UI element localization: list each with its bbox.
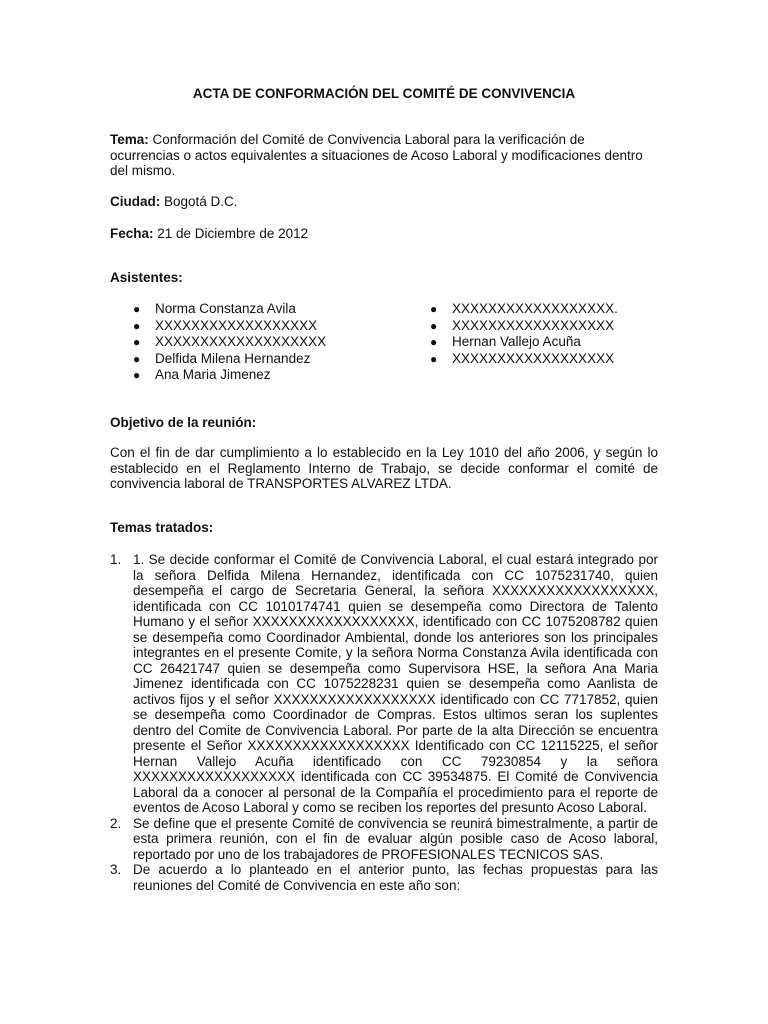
- document-title: ACTA DE CONFORMACIÓN DEL COMITÉ DE CONVIVENCIA: [192, 86, 576, 101]
- attendee-name: Hernan Vallejo Acuña: [452, 334, 581, 349]
- bullet-icon: ●: [430, 302, 438, 316]
- tema-label: Tema:: [110, 132, 149, 147]
- list-item: [110, 552, 658, 816]
- objetivo-paragraph: Con el fin de dar cumplimiento a lo establecido en la Ley 1010 del año 2006, y según lo establecido en el Reglamento Interno de Trabajo, se decide conformar el comité de convivencia laboral de TRANSPORTES ALVAREZ LTDA.: [110, 445, 658, 491]
- bullet-icon: ●: [133, 318, 141, 333]
- bullet-icon: ●: [133, 368, 141, 382]
- fecha-text: 21 de Diciembre de 2012: [153, 226, 309, 241]
- attendee-name: XXXXXXXXXXXXXXXXXXX: [155, 334, 327, 349]
- bullet-icon: ●: [430, 318, 438, 333]
- list-item: [110, 862, 658, 893]
- item-number: 1.: [110, 552, 122, 567]
- bullet-icon: ●: [133, 351, 141, 366]
- list-item: [133, 350, 326, 368]
- attendee-name: Norma Constanza Avila: [155, 301, 296, 316]
- item-number: 3.: [110, 862, 122, 877]
- item-text: 1. Se decide conformar el Comité de Convivencia Laboral, el cual estará integrado por la señora Delfida Milena Hernandez, identificada con CC 1075231740, quien desempeña el cargo de Secretaria General, la señora XXXXXXXXXXXXXXXXXX, identificada con CC 1010174741 quien se desempeña como Directora de Talento Humano y el señor XXXXXXXXXXXXXXXXXX, identificado con CC 1075208782 quien se desempeña como Coordinador Ambiental, donde los anteriores son los principales integrantes en el presente Comite, y la señora Norma Constanza Avila identificada con CC 26421747 quien se desempeña como Supervisora HSE, la señora Ana Maria Jimenez identificada con CC 1075228231 quien se desempeña como Aanlista de activos fijos y el señor XXXXXXXXXXXXXXXXXX identificado con CC 7717852, quien se desempeña como Coordinador de Compras. Estos ultimos seran los suplentes dentro del Comite de Convivencia Laboral. Por parte de la alta Dirección se encuentra presente el Señor XXXXXXXXXXXXXXXXXX Identificado con CC 12115225, el señor Hernan Vallejo Acuña identificado con CC 79230854 y la señora XXXXXXXXXXXXXXXXXX identificada con CC 39534875. El Comité de Convivencia Laboral da a conocer al personal de la Compañía el procedimiento para el reporte de eventos de Acoso Laboral y como se reciben los reportes del presunto Acoso Laboral.: [133, 552, 658, 815]
- bullet-icon: ●: [133, 302, 141, 316]
- item-text: De acuerdo a lo planteado en el anterior punto, las fechas propuestas para las reuniones del Comité de Convivencia en este año son:: [133, 862, 658, 893]
- list-item: [430, 350, 618, 368]
- objetivo-heading: Objetivo de la reunión:: [110, 415, 257, 430]
- item-number: 2.: [110, 815, 122, 831]
- fecha-section: [110, 226, 658, 242]
- temas-heading: Temas tratados:: [110, 520, 214, 535]
- attendee-name: XXXXXXXXXXXXXXXXXX.: [452, 301, 618, 316]
- bullet-icon: ●: [133, 335, 141, 349]
- bullet-icon: ●: [430, 335, 438, 349]
- tema-section: [110, 132, 658, 179]
- item-text: Se define que el presente Comité de convivencia se reunirá bimestralmente, a partir de esta primera reunión, con el fin de evaluar algún posible caso de Acoso laboral, reportado por uno de los trabajadores de PROFESIONALES TECNICOS SAS.: [133, 815, 658, 862]
- attendee-name: XXXXXXXXXXXXXXXXXX: [452, 317, 615, 333]
- list-item: [133, 367, 326, 384]
- asistentes-heading: Asistentes:: [110, 270, 183, 285]
- list-item: [133, 301, 326, 318]
- bullet-icon: ●: [430, 351, 438, 366]
- list-item: [430, 317, 618, 335]
- list-item: [110, 816, 658, 863]
- list-item: [430, 334, 618, 351]
- list-item: [133, 317, 326, 335]
- attendee-name: XXXXXXXXXXXXXXXXXX: [452, 350, 615, 366]
- asistentes-list-right: [430, 301, 618, 367]
- attendee-name: Ana Maria Jimenez: [155, 367, 271, 382]
- tema-text: Conformación del Comité de Convivencia Laboral para la verificación de ocurrencias o actos equivalentes a situaciones de Acoso Laboral y modificaciones dentro del mismo.: [110, 132, 643, 178]
- list-item: [430, 301, 618, 318]
- attendee-name: Delfida Milena Hernandez: [155, 350, 311, 366]
- fecha-label: Fecha:: [110, 226, 154, 241]
- temas-list: [110, 552, 658, 893]
- asistentes-list-left: [133, 301, 327, 384]
- ciudad-section: [110, 194, 658, 210]
- ciudad-text: Bogotá D.C.: [160, 194, 238, 209]
- ciudad-label: Ciudad:: [110, 194, 161, 209]
- attendee-name: XXXXXXXXXXXXXXXXXX: [155, 317, 318, 333]
- list-item: [133, 334, 327, 351]
